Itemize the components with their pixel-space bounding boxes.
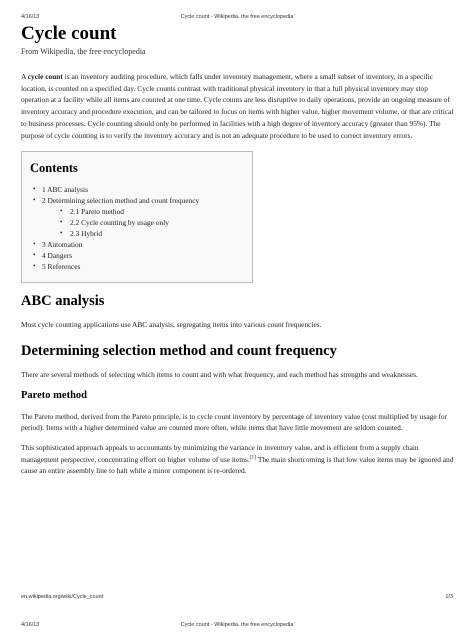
toc-item-dangers[interactable] (30, 250, 244, 261)
bullet-icon: • (33, 185, 36, 194)
toc-item-label[interactable]: 1 ABC analysis (42, 185, 88, 195)
toc-subitem-hybrid[interactable] (30, 228, 244, 239)
footer-title: Cycle count - Wikipedia, the free encyclopedia (180, 622, 294, 628)
toc-item-label[interactable]: 5 References (42, 262, 81, 272)
intro-paragraph (21, 71, 455, 141)
toc-item-label[interactable]: 2 Determining selection method and count frequency (42, 196, 200, 206)
pareto-text-b: The main shortcoming is that low value items may be ignored and cause an entire assembly line to halt while a minor component is re-ordered. (21, 454, 454, 476)
page-subtitle: From Wikipedia, the free encyclopedia (21, 47, 146, 56)
toc-subitem-pareto[interactable] (30, 206, 244, 217)
toc-item-abc-analysis[interactable] (30, 184, 244, 195)
print-footer (21, 622, 453, 631)
toc-list-cont (30, 239, 244, 272)
toc-subitem-usage[interactable] (30, 217, 244, 228)
toc-subitem-label[interactable]: 2.2 Cycle counting by usage only (70, 218, 169, 228)
bullet-icon: • (60, 229, 63, 238)
article-content (21, 22, 455, 477)
abc-paragraph: Most cycle counting applications use ABC analysis, segregating items into various count frequencies. (21, 320, 322, 330)
bullet-icon: • (33, 240, 36, 249)
intro-term: cycle count (27, 72, 63, 81)
pareto-paragraph-2 (21, 442, 455, 477)
bullet-icon: • (33, 262, 36, 271)
print-title: Cycle count - Wikipedia, the free encyclopedia (180, 14, 294, 20)
bullet-icon: • (33, 196, 36, 205)
toc-item-references[interactable] (30, 261, 244, 272)
toc-item-label[interactable]: 3 Automation (42, 240, 83, 250)
pareto-paragraph-1: The Pareto method, derived from the Pareto principle, is to cycle count inventory by percentage of inventory value (cost multiplied by usage for period). Items with a higher determined value are counted more often, while items that have little movement are seldom counted. (21, 411, 448, 433)
intro-prefix: A (21, 72, 28, 81)
toc-item-label[interactable]: 4 Dangers (42, 251, 73, 261)
bullet-icon: • (60, 207, 63, 216)
page-title: Cycle count (21, 23, 117, 44)
toc-list (30, 184, 244, 206)
print-url: en.wikipedia.org/wiki/Cycle_count (21, 594, 104, 600)
toc-subitem-label[interactable]: 2.3 Hybrid (70, 229, 103, 239)
toc-subitem-label[interactable]: 2.1 Pareto method (70, 207, 124, 217)
toc-title: Contents (30, 161, 78, 176)
toc-sublist (30, 206, 244, 239)
print-url-row (21, 594, 453, 603)
table-of-contents (21, 151, 253, 283)
toc-item-determining[interactable] (30, 195, 244, 206)
footer-date: 4/16/13 (21, 622, 40, 628)
bullet-icon: • (33, 251, 36, 260)
section-heading-abc: ABC analysis (21, 293, 105, 310)
subsection-heading-pareto: Pareto method (21, 389, 87, 401)
page-number: 1/3 (445, 594, 453, 600)
bullet-icon: • (60, 218, 63, 227)
section-heading-determining: Determining selection method and count frequency (21, 342, 337, 359)
toc-item-automation[interactable] (30, 239, 244, 250)
reference-link[interactable]: [1] (249, 454, 257, 461)
determining-paragraph: There are several methods of selecting which items to count and with what frequency, and each method has strengths and weaknesses. (21, 369, 418, 379)
print-date: 4/16/13 (21, 14, 40, 20)
pareto-text-a: This sophisticated approach appeals to accountants by minimizing the variance in inventory value, and is efficient from a supply chain management perspective, concentrating effort on higher volume of use items. (21, 443, 419, 464)
intro-text: is an inventory auditing procedure, which falls under inventory management, where a small subset of inventory, in a specific location, is counted on a specified day. Cycle counts contrast with traditional physical inventory in that a full physical inventory may stop operation at a facility while all items are counted at one time. Cycle counts are less disruptive to daily operations, provide an ongoing measure of inventory accuracy and procedure execution, and can be tailored to focus on items with higher value, higher movement volume, or that are critical to business processes. Cycle counting should only be performed in facilities with a high degree of inventory accuracy (greater than 95%). The purpose of cycle counting is to verify the inventory accuracy and is not an adequate procedure to be used to correct inventory errors. (21, 72, 454, 140)
